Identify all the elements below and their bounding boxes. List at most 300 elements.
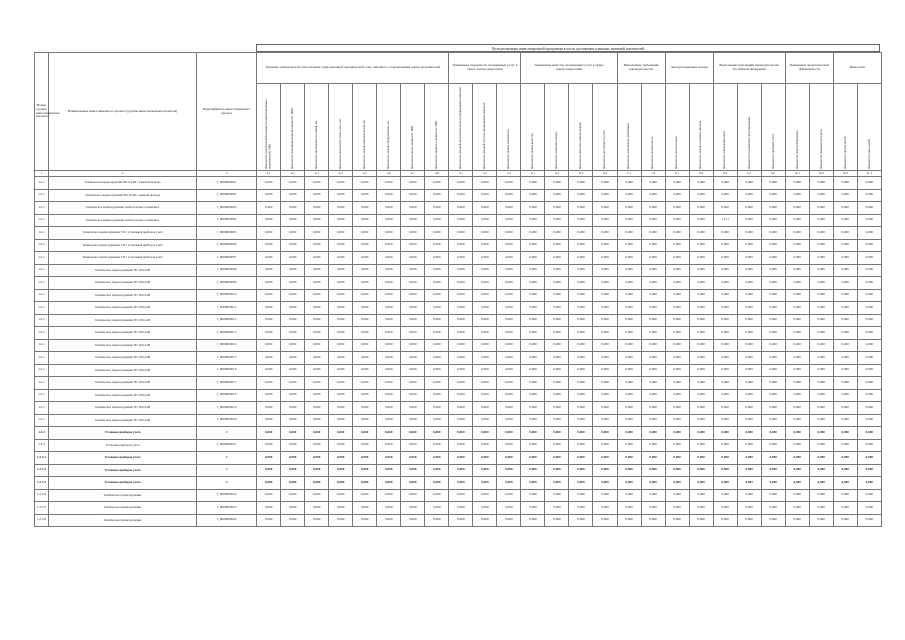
row-value: 0,000 xyxy=(257,452,281,465)
row-value: 0,000 xyxy=(617,202,641,215)
row-value: 1,151 xyxy=(713,214,737,227)
row-value: 0,000 xyxy=(497,464,521,477)
row-value: 0,000 xyxy=(761,389,785,402)
row-value: 0,000 xyxy=(377,489,401,502)
header-subcolumn-label: Показатель протяженности линий, км xyxy=(314,120,319,169)
row-value: 0,000 xyxy=(353,427,377,440)
row-value: 0,000 xyxy=(785,377,809,390)
row-value: 0,000 xyxy=(305,439,329,452)
row-value: 0,000 xyxy=(761,302,785,315)
row-value: 0,000 xyxy=(425,202,449,215)
row-value: 0,000 xyxy=(833,189,857,202)
row-value: 0,000 xyxy=(737,352,761,365)
row-value: 0,000 xyxy=(857,252,881,265)
row-value: 0,000 xyxy=(857,189,881,202)
row-value: 0,000 xyxy=(713,177,737,190)
row-value: 0,000 xyxy=(497,327,521,340)
row-value: 0,000 xyxy=(401,402,425,415)
row-value: 0,000 xyxy=(737,452,761,465)
row-value: 0,000 xyxy=(521,402,545,415)
column-number: 5.1 xyxy=(449,171,473,177)
column-number: 10.2 xyxy=(809,171,833,177)
row-value: 0,000 xyxy=(377,289,401,302)
column-number: 4.2 xyxy=(281,171,305,177)
row-value: 0,000 xyxy=(257,502,281,515)
row-value: 0,000 xyxy=(521,427,545,440)
row-value: 0,000 xyxy=(257,264,281,277)
row-value: 0,000 xyxy=(521,339,545,352)
header-subcolumn-label: Показатель качества электроэнергии xyxy=(578,122,583,169)
row-value: 0,000 xyxy=(833,289,857,302)
row-value: 0,000 xyxy=(281,489,305,502)
row-value: 0,000 xyxy=(593,514,617,527)
row-value: 0,000 xyxy=(257,214,281,227)
row-identifier: J_0000000007 xyxy=(197,252,257,265)
row-value: 0,000 xyxy=(617,214,641,227)
row-value: 0,000 xyxy=(329,227,353,240)
row-value: 0,000 xyxy=(497,289,521,302)
row-value: 0,000 xyxy=(737,177,761,190)
row-value: 0,000 xyxy=(785,277,809,290)
row-value: 0,000 xyxy=(401,452,425,465)
row-value: 0,000 xyxy=(521,439,545,452)
row-value: 0,000 xyxy=(449,202,473,215)
header-subcolumn xyxy=(401,84,425,171)
header-subcolumn xyxy=(257,84,281,171)
row-value: 0,000 xyxy=(257,402,281,415)
row-value: 0,000 xyxy=(665,202,689,215)
row-value: 0,000 xyxy=(305,514,329,527)
row-value: 0,000 xyxy=(305,427,329,440)
row-value: 0,000 xyxy=(761,414,785,427)
row-value: 0,000 xyxy=(857,302,881,315)
row-value: 0,000 xyxy=(809,464,833,477)
row-value: 0,000 xyxy=(665,452,689,465)
row-value: 0,000 xyxy=(425,477,449,490)
row-value: 0,000 xyxy=(857,402,881,415)
row-value: 0,000 xyxy=(473,339,497,352)
row-identifier: J_0000000001 xyxy=(197,177,257,190)
row-value: 0,000 xyxy=(833,427,857,440)
column-number: 2 xyxy=(49,171,197,177)
row-value: 0,000 xyxy=(641,327,665,340)
row-value: 0,000 xyxy=(281,239,305,252)
row-value: 0,000 xyxy=(329,452,353,465)
row-value: 0,000 xyxy=(425,314,449,327)
row-identifier: J_0000000020 xyxy=(197,414,257,427)
row-value: 0,000 xyxy=(641,214,665,227)
row-value: 0,000 xyxy=(593,252,617,265)
row-value: 0,000 xyxy=(449,302,473,315)
row-value: 0,000 xyxy=(353,414,377,427)
row-identifier: J xyxy=(197,464,257,477)
header-subcolumn-label: Показатель замены основных фондов xyxy=(698,120,703,169)
row-number: 1.2.1 xyxy=(35,289,49,302)
row-value: 0,000 xyxy=(305,402,329,415)
row-number: 1.2.1 xyxy=(35,214,49,227)
row-value: 0,000 xyxy=(809,364,833,377)
row-value: 0,000 xyxy=(353,314,377,327)
row-value: 0,000 xyxy=(689,302,713,315)
row-value: 0,000 xyxy=(449,352,473,365)
row-value: 0,000 xyxy=(401,427,425,440)
row-value: 0,000 xyxy=(473,227,497,240)
row-value: 0,000 xyxy=(377,339,401,352)
row-value: 0,000 xyxy=(305,277,329,290)
header-group: Развитие электрической сети/усиление существующей электрической сети, связанное с подключением новых потребителей xyxy=(257,53,449,84)
row-value: 0,000 xyxy=(401,489,425,502)
row-value: 0,000 xyxy=(689,339,713,352)
row-value: 0,000 xyxy=(545,452,569,465)
row-value: 0,000 xyxy=(713,252,737,265)
row-value: 0,000 xyxy=(857,327,881,340)
row-value: 0,000 xyxy=(857,264,881,277)
row-value: 0,000 xyxy=(377,364,401,377)
row-value: 0,000 xyxy=(281,227,305,240)
row-value: 0,000 xyxy=(809,252,833,265)
row-project-name: Установка приборов учета xyxy=(49,427,197,440)
row-value: 0,000 xyxy=(785,352,809,365)
table-caption: Цели реализации инвестиционной программы в части достижения плановых значений показателей xyxy=(256,44,880,52)
table-row xyxy=(35,364,882,377)
row-value: 0,000 xyxy=(497,277,521,290)
row-value: 0,000 xyxy=(641,202,665,215)
row-value: 0,000 xyxy=(257,314,281,327)
row-value: 0,000 xyxy=(545,352,569,365)
row-value: 0,000 xyxy=(641,414,665,427)
row-value: 0,000 xyxy=(809,277,833,290)
row-value: 0,000 xyxy=(737,327,761,340)
row-project-name: Техническое перевооружение ВЛ-10 кВ с заменой провода xyxy=(49,189,197,202)
row-number: 1.2.1 xyxy=(35,277,49,290)
row-value: 0,000 xyxy=(857,452,881,465)
row-value: 0,000 xyxy=(713,277,737,290)
row-value: 0,000 xyxy=(833,202,857,215)
row-value: 0,000 xyxy=(761,477,785,490)
row-value: 0,000 xyxy=(257,177,281,190)
row-value: 0,000 xyxy=(641,389,665,402)
row-value: 0,000 xyxy=(305,214,329,227)
row-value: 0,000 xyxy=(785,227,809,240)
row-project-name: Техническое перевооружение ТП 10/0,4 кВ xyxy=(49,377,197,390)
column-number: 6.4 xyxy=(593,171,617,177)
row-value: 0,000 xyxy=(761,327,785,340)
row-value: 0,000 xyxy=(329,214,353,227)
row-value: 0,000 xyxy=(281,452,305,465)
row-value: 0,000 xyxy=(473,439,497,452)
row-project-name: Техническое перевооружение ТП 10/0,4 кВ xyxy=(49,277,197,290)
row-value: 0,000 xyxy=(737,364,761,377)
row-value: 0,000 xyxy=(593,339,617,352)
row-value: 0,000 xyxy=(545,302,569,315)
row-value: 0,000 xyxy=(353,502,377,515)
header-subcolumn xyxy=(521,84,545,171)
header-subcolumn xyxy=(449,84,473,171)
row-value: 0,000 xyxy=(857,202,881,215)
row-value: 0,000 xyxy=(689,277,713,290)
row-value: 0,000 xyxy=(473,289,497,302)
row-value: 0,000 xyxy=(737,489,761,502)
row-project-name: Техническое перевооружение ТП 10/0,4 кВ xyxy=(49,289,197,302)
row-value: 0,000 xyxy=(257,302,281,315)
row-project-name: Установка приборов учета xyxy=(49,452,197,465)
row-value: 0,000 xyxy=(305,289,329,302)
row-value: 0,000 xyxy=(305,302,329,315)
row-value: 0,000 xyxy=(641,477,665,490)
row-value: 0,000 xyxy=(329,339,353,352)
row-value: 0,000 xyxy=(785,464,809,477)
row-value: 0,000 xyxy=(857,314,881,327)
row-value: 0,000 xyxy=(257,239,281,252)
row-value: 0,000 xyxy=(257,364,281,377)
row-value: 0,000 xyxy=(449,477,473,490)
row-value: 0,000 xyxy=(857,514,881,527)
row-value: 0,400 xyxy=(257,202,281,215)
row-value: 0,000 xyxy=(809,202,833,215)
row-value: 0,000 xyxy=(401,377,425,390)
row-value: 0,000 xyxy=(473,302,497,315)
row-value: 0,000 xyxy=(761,439,785,452)
row-value: 0,000 xyxy=(425,464,449,477)
row-value: 0,000 xyxy=(737,514,761,527)
row-value: 0,000 xyxy=(401,352,425,365)
row-value: 0,000 xyxy=(833,502,857,515)
header-group: Повышение качества оказываемых услуг в сфере электроэнергетики xyxy=(521,53,617,84)
row-value: 0,000 xyxy=(809,352,833,365)
table-row xyxy=(35,439,882,452)
row-value: 0,000 xyxy=(617,439,641,452)
row-value: 0,000 xyxy=(713,389,737,402)
row-value: 0,000 xyxy=(593,464,617,477)
row-value: 0,000 xyxy=(569,389,593,402)
row-value: 0,000 xyxy=(617,177,641,190)
row-value: 0,000 xyxy=(473,264,497,277)
row-value: 0,000 xyxy=(401,277,425,290)
row-value: 0,000 xyxy=(641,427,665,440)
row-value: 0,000 xyxy=(569,452,593,465)
row-value: 0,000 xyxy=(377,227,401,240)
row-value: 0,000 xyxy=(401,302,425,315)
row-value: 0,000 xyxy=(473,389,497,402)
table-row xyxy=(35,377,882,390)
row-value: 0,000 xyxy=(833,439,857,452)
row-project-name: Техническое перевооружение xyxy=(49,502,197,515)
row-value: 0,000 xyxy=(593,414,617,427)
row-value: 0,000 xyxy=(665,389,689,402)
row-value: 0,000 xyxy=(665,514,689,527)
header-row-groups xyxy=(35,53,882,84)
row-value: 0,000 xyxy=(785,314,809,327)
row-value: 0,000 xyxy=(281,264,305,277)
row-value: 0,000 xyxy=(665,402,689,415)
row-value: 0,000 xyxy=(353,477,377,490)
row-value: 0,000 xyxy=(305,339,329,352)
row-value: 0,000 xyxy=(449,489,473,502)
row-identifier: J_0000000022 xyxy=(197,489,257,502)
row-project-name: Техническое перевооружение ТП 10/0,4 кВ xyxy=(49,302,197,315)
row-value: 0,000 xyxy=(857,177,881,190)
row-value: 0,000 xyxy=(449,377,473,390)
row-value: 0,000 xyxy=(569,289,593,302)
row-value: 0,000 xyxy=(785,514,809,527)
row-value: 0,000 xyxy=(713,352,737,365)
row-value: 0,000 xyxy=(545,502,569,515)
row-value: 0,000 xyxy=(809,314,833,327)
row-value: 0,000 xyxy=(497,252,521,265)
row-value: 0,000 xyxy=(761,452,785,465)
row-number: 1.2.3.3 xyxy=(35,477,49,490)
row-value: 0,000 xyxy=(257,352,281,365)
row-number: 1.2.3.1 xyxy=(35,452,49,465)
row-value: 0,000 xyxy=(377,177,401,190)
row-number: 1.2.1 xyxy=(35,252,49,265)
row-value: 0,000 xyxy=(305,364,329,377)
row-value: 0,000 xyxy=(425,264,449,277)
row-value: 0,000 xyxy=(425,377,449,390)
row-value: 0,000 xyxy=(641,489,665,502)
row-value: 0,000 xyxy=(305,202,329,215)
row-value: 0,000 xyxy=(425,327,449,340)
header-subcolumn xyxy=(665,84,689,171)
row-value: 0,000 xyxy=(281,352,305,365)
row-number: 1.2.3.2 xyxy=(35,464,49,477)
header-number: Номер группы инвестиционных проектов xyxy=(35,53,49,171)
header-subcolumn xyxy=(305,84,329,171)
row-value: 0,000 xyxy=(785,364,809,377)
row-value: 0,000 xyxy=(809,452,833,465)
row-value: 0,000 xyxy=(329,502,353,515)
row-value: 0,000 xyxy=(377,314,401,327)
row-value: 0,000 xyxy=(689,289,713,302)
header-subcolumn-label: Показатель приборов учета xyxy=(770,133,775,169)
row-value: 0,000 xyxy=(353,339,377,352)
row-value: 0,000 xyxy=(257,464,281,477)
row-value: 0,000 xyxy=(329,477,353,490)
row-value: 0,000 xyxy=(689,327,713,340)
table-row xyxy=(35,514,882,527)
row-value: 0,000 xyxy=(305,414,329,427)
row-value: 0,000 xyxy=(617,389,641,402)
header-subcolumn xyxy=(785,84,809,171)
row-value: 0,000 xyxy=(281,477,305,490)
column-number: 8.1 xyxy=(665,171,689,177)
row-value: 0,000 xyxy=(281,202,305,215)
row-value: 0,000 xyxy=(713,402,737,415)
column-number: 10.3 xyxy=(833,171,857,177)
row-value: 0,000 xyxy=(473,239,497,252)
row-value: 0,000 xyxy=(353,514,377,527)
row-identifier: J xyxy=(197,427,257,440)
header-subcolumn-label: Показатель снижения потерь xyxy=(554,132,559,169)
row-value: 0,000 xyxy=(713,302,737,315)
row-value: 0,000 xyxy=(521,514,545,527)
table-row xyxy=(35,477,882,490)
row-value: 0,000 xyxy=(353,439,377,452)
row-value: 0,000 xyxy=(425,239,449,252)
header-subcolumn-label: Показатель безопасности xyxy=(650,136,655,169)
row-value: 0,000 xyxy=(281,364,305,377)
row-value: 0,000 xyxy=(665,214,689,227)
row-value: 0,000 xyxy=(713,289,737,302)
row-value: 0,000 xyxy=(497,214,521,227)
row-value: 0,000 xyxy=(857,389,881,402)
row-value: 0,000 xyxy=(593,202,617,215)
row-value: 0,000 xyxy=(401,264,425,277)
row-value: 0,000 xyxy=(545,477,569,490)
row-value: 0,000 xyxy=(257,477,281,490)
row-value: 0,000 xyxy=(545,464,569,477)
row-value: 0,000 xyxy=(521,289,545,302)
row-value: 0,000 xyxy=(785,402,809,415)
row-value: 0,000 xyxy=(857,377,881,390)
row-value: 0,000 xyxy=(641,439,665,452)
row-identifier: J_0000000004 xyxy=(197,214,257,227)
row-value: 0,000 xyxy=(857,489,881,502)
header-subcolumn-label: Показатель доступности услуг xyxy=(602,129,607,169)
row-value: 0,000 xyxy=(689,314,713,327)
header-subcolumn-label: Показатель количества точек учета, шт. xyxy=(338,118,343,169)
row-value: 0,000 xyxy=(617,514,641,527)
header-subcolumn xyxy=(377,84,401,171)
table-row xyxy=(35,427,882,440)
row-value: 0,000 xyxy=(641,339,665,352)
row-value: 0,000 xyxy=(521,264,545,277)
header-subcolumn-label: Показатель трансформаторной мощности, МВА xyxy=(290,107,295,169)
row-value: 0,000 xyxy=(617,314,641,327)
table-row xyxy=(35,277,882,290)
row-value: 0,000 xyxy=(689,389,713,402)
column-number: 4.7 xyxy=(401,171,425,177)
row-value: 0,000 xyxy=(497,177,521,190)
row-value: 0,000 xyxy=(737,339,761,352)
row-value: 0,000 xyxy=(497,364,521,377)
row-value: 0,000 xyxy=(449,239,473,252)
row-value: 0,000 xyxy=(521,414,545,427)
header-subcolumn xyxy=(833,84,857,171)
row-value: 0,000 xyxy=(857,464,881,477)
row-value: 0,000 xyxy=(617,489,641,502)
row-value: 0,000 xyxy=(761,514,785,527)
row-project-name: Техническое перевооружение ТП с установкой приборов учета xyxy=(49,252,197,265)
table-row xyxy=(35,414,882,427)
row-number: 1.2.3.5 xyxy=(35,502,49,515)
row-value: 0,000 xyxy=(425,302,449,315)
row-value: 0,000 xyxy=(665,489,689,502)
row-value: 0,000 xyxy=(689,427,713,440)
row-value: 0,000 xyxy=(329,489,353,502)
row-value: 0,000 xyxy=(449,414,473,427)
header-subcolumn xyxy=(353,84,377,171)
row-value: 0,000 xyxy=(545,177,569,190)
row-identifier: J_0000000013 xyxy=(197,327,257,340)
row-project-name: Техническое перевооружение ТП 10/0,4 кВ xyxy=(49,364,197,377)
row-value: 0,000 xyxy=(785,289,809,302)
row-value: 0,000 xyxy=(281,439,305,452)
row-value: 0,000 xyxy=(785,452,809,465)
row-value: 0,000 xyxy=(521,452,545,465)
row-number: 1.2.1 xyxy=(35,177,49,190)
column-number: 9.2 xyxy=(761,171,785,177)
row-value: 0,000 xyxy=(593,227,617,240)
row-value: 0,000 xyxy=(785,252,809,265)
row-value: 0,000 xyxy=(569,414,593,427)
row-project-name: Техническое перевооружение xyxy=(49,489,197,502)
row-value: 0,000 xyxy=(377,189,401,202)
row-value: 0,000 xyxy=(593,502,617,515)
header-subcolumn-label: Показатель уровня надежности xyxy=(506,128,511,169)
row-value: 0,000 xyxy=(449,214,473,227)
row-value: 0,000 xyxy=(377,327,401,340)
